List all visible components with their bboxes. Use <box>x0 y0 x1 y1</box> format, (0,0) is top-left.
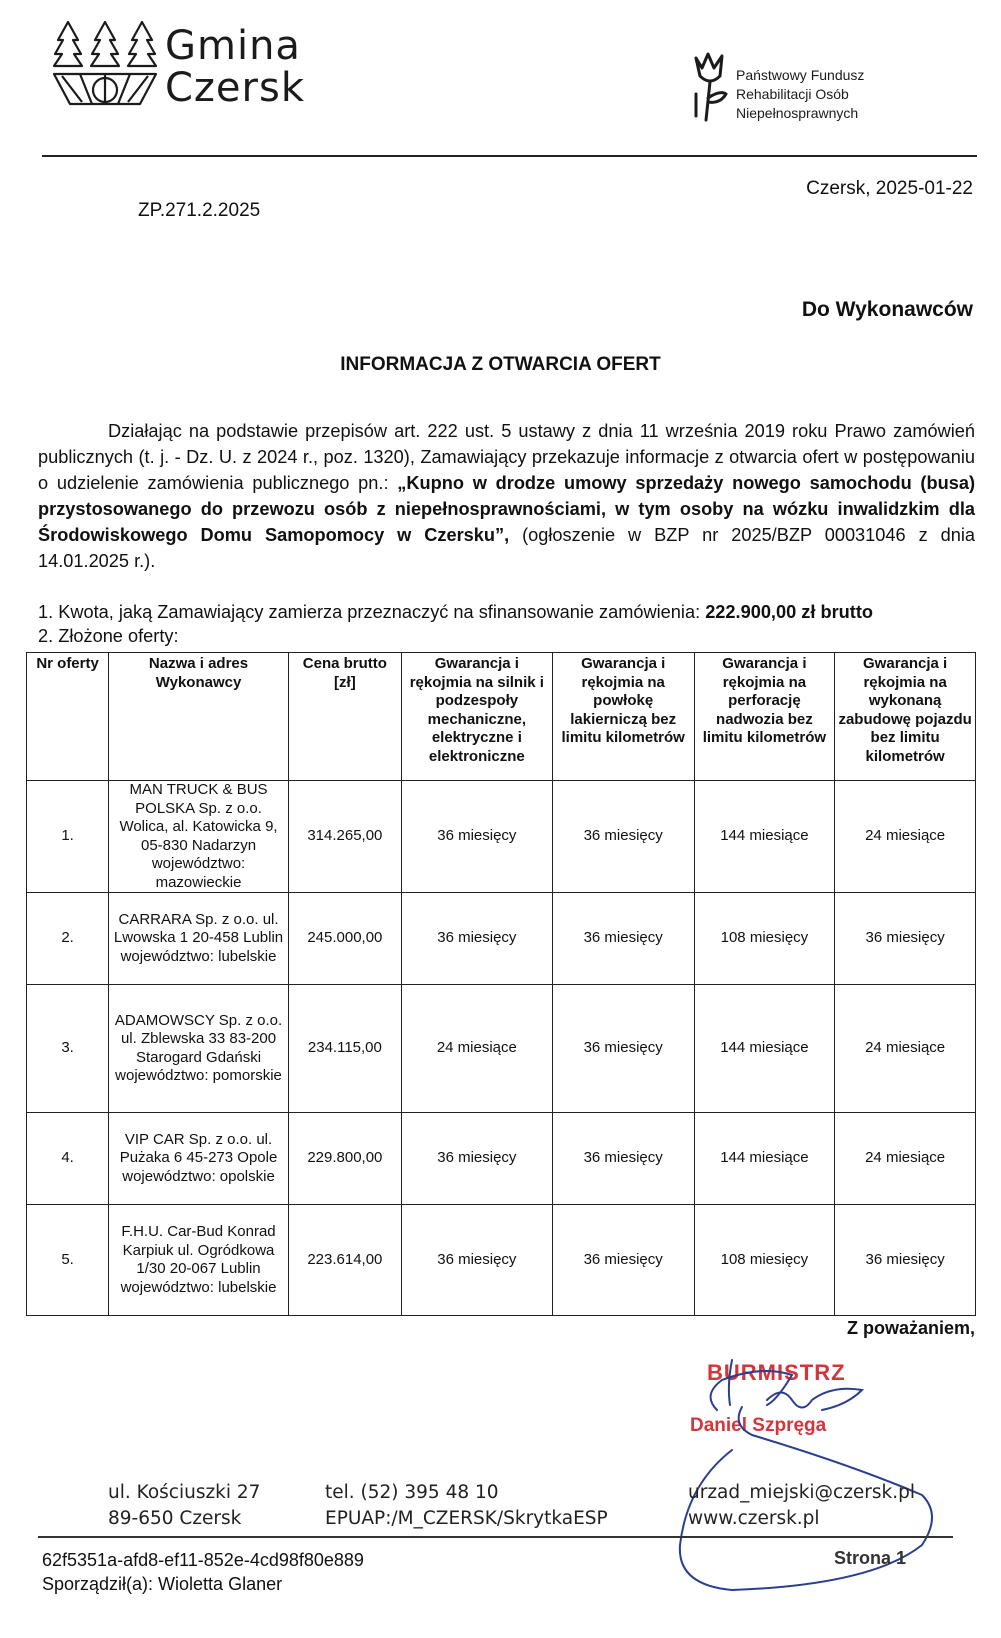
price: 314.265,00 <box>288 781 401 893</box>
footer-address-line-2: 89-650 Czersk <box>108 1508 242 1529</box>
intro-text-2: (ogłoszenie w BZP nr 2025/BZP 00031046 z dnia 14.01.2025 r.). <box>38 525 975 571</box>
table-row <box>27 985 976 1113</box>
handwritten-signature-icon <box>672 1345 972 1595</box>
stamp-name: Daniel Szpręga <box>690 1415 827 1436</box>
offer-number: 5. <box>27 1205 109 1316</box>
footer-epuap: EPUAP:/M_CZERSK/SkrytkaESP <box>325 1508 608 1529</box>
contractor: ADAMOWSCY Sp. z o.o. ul. Zblewska 33 83-200 Starogard Gdański województwo: pomorskie <box>109 985 289 1113</box>
footer-address <box>108 1480 260 1532</box>
price: 234.115,00 <box>288 985 401 1113</box>
pfron-line-3: Niepełnosprawnych <box>736 105 859 121</box>
perforation-warranty: 144 miesiące <box>694 985 835 1113</box>
body-warranty: 24 miesiące <box>835 781 976 893</box>
contractor: VIP CAR Sp. z o.o. ul. Pużaka 6 45-273 Opole województwo: opolskie <box>109 1113 289 1205</box>
footer-address-line-1: ul. Kościuszki 27 <box>108 1482 261 1503</box>
body-warranty: 36 miesięcy <box>835 893 976 985</box>
footer-website-link[interactable]: www.czersk.pl <box>688 1508 820 1529</box>
budget-item <box>38 602 873 623</box>
budget-amount: 222.900,00 zł brutto <box>705 602 873 622</box>
contractor: CARRARA Sp. z o.o. ul. Lwowska 1 20-458 Lublin województwo: lubelskie <box>109 893 289 985</box>
paint-warranty: 36 miesięcy <box>552 893 694 985</box>
body-warranty: 24 miesiące <box>835 985 976 1113</box>
perforation-warranty: 144 miesiące <box>694 781 835 893</box>
footer-divider <box>38 1536 953 1538</box>
contractor: F.H.U. Car-Bud Konrad Karpiuk ul. Ogródkowa 1/30 20-067 Lublin województwo: lubelskie <box>109 1205 289 1316</box>
header-offer-number: Nr oferty <box>27 653 109 781</box>
header-perforation-warranty: Gwarancja i rękojmia na perforację nadwozia bez limitu kilometrów <box>694 653 835 781</box>
engine-warranty: 36 miesięcy <box>401 1113 552 1205</box>
price: 245.000,00 <box>288 893 401 985</box>
gmina-czersk-logo-icon <box>50 18 160 113</box>
offer-number: 3. <box>27 985 109 1113</box>
budget-item-text: 1. Kwota, jaką Zamawiający zamierza przeznaczyć na sfinansowanie zamówienia: <box>38 602 706 622</box>
header-engine-warranty: Gwarancja i rękojmia na silnik i podzespoły mechaniczne, elektryczne i elektroniczne <box>401 653 552 781</box>
price: 223.614,00 <box>288 1205 401 1316</box>
price: 229.800,00 <box>288 1113 401 1205</box>
document-id: 62f5351a-afd8-ef11-852e-4cd98f80e889 <box>42 1550 364 1570</box>
intro-paragraph <box>38 418 975 574</box>
offers-table <box>26 652 976 1316</box>
paint-warranty: 36 miesięcy <box>552 985 694 1113</box>
paint-warranty: 36 miesięcy <box>552 781 694 893</box>
engine-warranty: 24 miesiące <box>401 985 552 1113</box>
body-warranty: 24 miesiące <box>835 1113 976 1205</box>
stamp-office: BURMISTRZ <box>707 1360 846 1385</box>
intro-text-1: Działając na podstawie przepisów art. 222 ust. 5 ustawy z dnia 11 września 2019 roku Prawo zamówień publicznych (t. j. - Dz. U. z 2024 r., poz. 1320), Zamawiający przekazuje informacje z otwarcia ofert w postępowaniu o udzielenie zamówienia publicznego pn.: <box>38 421 975 493</box>
paint-warranty: 36 miesięcy <box>552 1205 694 1316</box>
reference-number: ZP.271.2.2025 <box>138 200 261 221</box>
table-header-row <box>27 653 976 781</box>
table-row <box>27 893 976 985</box>
footer-web <box>688 1480 915 1532</box>
table-row <box>27 781 976 893</box>
pfron-tulip-logo-icon <box>690 50 730 122</box>
contractor: MAN TRUCK & BUS POLSKA Sp. z o.o. Wolica, al. Katowicka 9, 05-830 Nadarzyn województwo: mazowieckie <box>109 781 289 893</box>
page-number: Strona 1 <box>834 1548 907 1568</box>
engine-warranty: 36 miesięcy <box>401 1205 552 1316</box>
document-title: INFORMACJA Z OTWARCIA OFERT <box>340 354 661 375</box>
engine-warranty: 36 miesięcy <box>401 781 552 893</box>
perforation-warranty: 144 miesiące <box>694 1113 835 1205</box>
header-divider <box>42 155 977 157</box>
place-and-date: Czersk, 2025-01-22 <box>806 178 973 199</box>
pfron-line-1: Państwowy Fundusz <box>736 67 865 83</box>
footer-phone: tel. (52) 395 48 10 <box>325 1482 499 1503</box>
offers-item: 2. Złożone oferty: <box>38 626 179 646</box>
procurement-subject: „Kupno w drodze umowy sprzedaży nowego samochodu (busa) przystosowanego do przewozu osób z niepełnosprawnościami, w tym osoby na wózku inwalidzkim dla Środowiskowego Domu Samopomocy w Czersku”, <box>38 473 975 545</box>
footer-contact <box>325 1480 608 1532</box>
offer-number: 1. <box>27 781 109 893</box>
pfron-wordmark <box>736 66 864 123</box>
header-paint-warranty: Gwarancja i rękojmia na powłokę lakierniczą bez limitu kilometrów <box>552 653 694 781</box>
wordmark-line-1: Gmina <box>165 23 301 69</box>
offer-number: 4. <box>27 1113 109 1205</box>
closing-phrase: Z poważaniem, <box>846 1318 975 1338</box>
wordmark-line-2: Czersk <box>165 65 305 111</box>
body-warranty: 36 miesięcy <box>835 1205 976 1316</box>
addressee: Do Wykonawców <box>801 298 973 321</box>
gmina-czersk-wordmark <box>165 25 305 109</box>
table-row <box>27 1113 976 1205</box>
table-row <box>27 1205 976 1316</box>
perforation-warranty: 108 miesięcy <box>694 1205 835 1316</box>
offer-number: 2. <box>27 893 109 985</box>
engine-warranty: 36 miesięcy <box>401 893 552 985</box>
footer-email-link[interactable]: urzad_miejski@czersk.pl <box>688 1482 916 1503</box>
paint-warranty: 36 miesięcy <box>552 1113 694 1205</box>
prepared-by: Sporządził(a): Wioletta Glaner <box>42 1574 283 1594</box>
header-body-warranty: Gwarancja i rękojmia na wykonaną zabudowę pojazdu bez limitu kilometrów <box>835 653 976 781</box>
header-price: Cena brutto [zł] <box>288 653 401 781</box>
header-contractor: Nazwa i adres Wykonawcy <box>109 653 289 781</box>
perforation-warranty: 108 miesięcy <box>694 893 835 985</box>
pfron-line-2: Rehabilitacji Osób <box>736 86 849 102</box>
